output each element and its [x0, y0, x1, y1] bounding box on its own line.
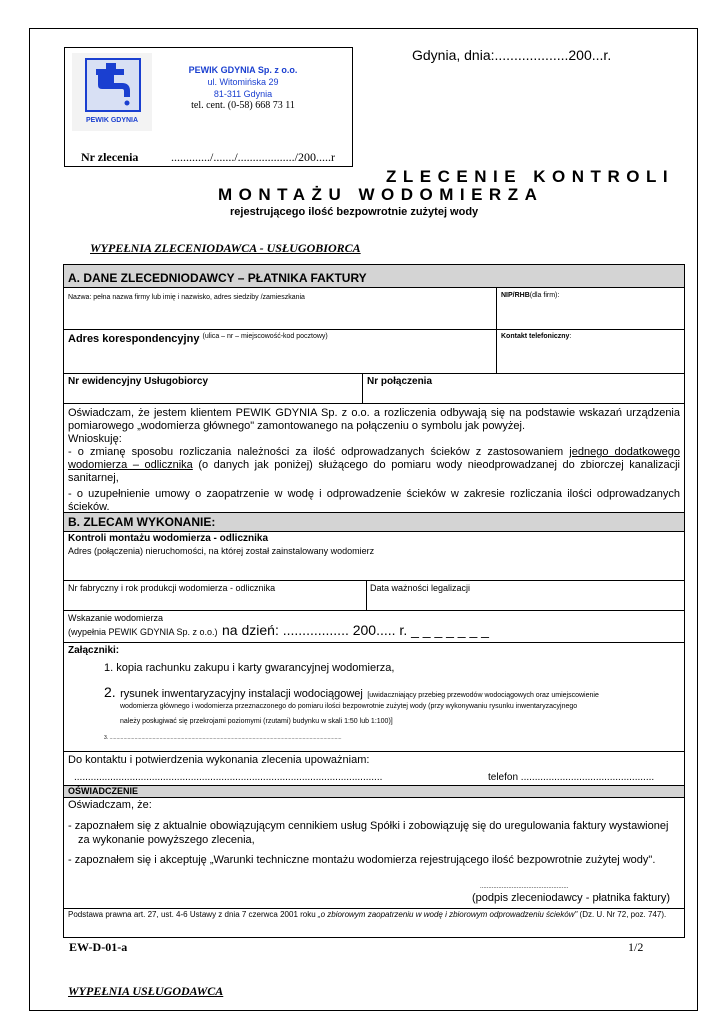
legal-basis-b: (Dz. U. Nr 72, poz. 747).: [577, 910, 667, 919]
address-hint: (ulica – nr – miejscowość-kod pocztowy): [202, 333, 328, 340]
meter-reading-hint: (wypełnia PEWIK GDYNIA Sp. z o.o.): [68, 627, 218, 637]
contact-phone-label: telefon ................................................: [488, 772, 655, 783]
meter-number-label: Nr fabryczny i rok produkcji wodomierza - odlicznika: [68, 583, 276, 593]
title-line2: MONTAŻU WODOMIERZA: [218, 185, 544, 204]
connection-number-label: Nr połączenia: [367, 376, 433, 387]
meter-reading-date: na dzień: ................. 200..... r. _ _ _ _ _ _ _: [222, 622, 489, 638]
declaration-header-bg: [64, 786, 684, 797]
legal-basis-a: Podstawa prawna art. 27, ust. 4-6 Ustawy z dnia 7 czerwca 2001 roku: [68, 910, 318, 919]
property-address-label: Adres (połączenia) nieruchomości, na której został zainstalowany wodomierz: [68, 546, 375, 556]
meter-reading-line: [68, 622, 489, 640]
attachment-2-detail-3: należy posługiwać się przekrojami poziomymi (rzutami) budynku w skali 1:50 lub 1:100)]: [120, 718, 393, 725]
client-number-label: Nr ewidencyjny Usługobiorcy: [68, 376, 209, 387]
statement-2-a: - o zmianę sposobu rozliczania należności za ilość odprowadzanych ścieków z zastosowaniem: [68, 446, 570, 458]
statement-2-underlined: jednego dodatkowego wodomierza – odlicznika: [68, 446, 680, 471]
declaration-1b: za wykonanie powyższego zlecenia,: [78, 834, 255, 846]
signature-label: (podpis zleceniodawcy - płatnika faktury): [472, 892, 671, 904]
declaration-intro: Oświadczam, że:: [68, 799, 152, 811]
company-city: 81-311 Gdynia: [213, 89, 273, 99]
attachment-3: 3. .......................................................................................................................................................................: [104, 735, 342, 741]
statement-2: [68, 446, 680, 485]
company-phone: tel. cent. (0-58) 668 73 11: [191, 100, 295, 111]
contact-label: Do kontaktu i potwierdzenia wykonania zlecenia upoważniam:: [68, 754, 370, 766]
statement-request: Wnioskuję:: [68, 433, 122, 445]
date-line: Gdynia, dnia:...................200...r.: [412, 47, 612, 63]
faucet-logo-icon: [72, 53, 152, 115]
statement-block: [68, 407, 680, 514]
attachment-2-detail-2: wodomierza głównego i wodomierza przeznaczonego do pomiaru ilości bezpowrotnie zużytej wody (przy wykonywaniu rysunku inwentaryzacyjnego: [120, 703, 578, 710]
legalization-date-label: Data ważności legalizacji: [370, 583, 471, 593]
declaration-1a: - zapoznałem się z aktualnie obowiązującym cennikiem usług Spółki i zobowiązuję się do uregulowania faktury wystawionej: [68, 820, 669, 832]
statement-1: Oświadczam, że jestem klientem PEWIK GDYNIA Sp. z o.o. a rozliczenia odbywają się na podstawie wskazań urządzenia pomiarowego „wodomierza głównego" zamontowanego na połączeniu o symbolu jak powyżej.: [68, 407, 680, 432]
company-street: ul. Witomińska 29: [207, 77, 279, 87]
order-number-value: ............./......./.................../200.....r: [171, 150, 335, 164]
address-label: [68, 333, 328, 345]
page-number: 1/2: [628, 940, 644, 954]
section-a-heading: A. DANE ZLECEDNIODAWCY – PŁATNIKA FAKTURY: [68, 271, 367, 285]
nip-label-rest: (dla firm):: [529, 292, 560, 299]
attachment-2-text: rysunek inwentaryzacyjny instalacji wodociągowej: [120, 688, 363, 700]
company-name: PEWIK GDYNIA Sp. z o.o.: [188, 65, 298, 75]
nip-label: [501, 292, 559, 299]
logo-text: PEWIK GDYNIA: [85, 117, 139, 124]
declaration-2: - zapoznałem się i akceptuję „Warunki techniczne montażu wodomierza rejestrującego ilość bezpowrotnie zużytej wody".: [68, 854, 656, 866]
attachment-2-detail-1: [uwidaczniający przebieg przewodów wodociągowych oraz umiejscowienie: [367, 692, 599, 699]
phone-contact-label-text: Kontakt telefoniczny: [501, 333, 570, 340]
phone-contact-colon: :: [569, 333, 572, 340]
company-info: [163, 64, 323, 112]
attachment-2: [104, 684, 599, 702]
attachment-2-num: 2.: [104, 684, 116, 700]
title-subtitle: rejestrującego ilość bezpowrotnie zużytej wody: [230, 206, 479, 218]
title-line1: ZLECENIE KONTROLI: [386, 167, 675, 186]
statement-2-b: (o danych jak poniżej) służącego do pomiaru wody nieodprowadzanej do zbiorczej kanalizacji sanitarnej,: [68, 459, 680, 484]
fill-by-provider: WYPEŁNIA USŁUGODAWCA: [68, 984, 224, 998]
order-number-label: Nr zlecenia: [81, 150, 139, 164]
legal-basis-italic: „o zbiorowym zaopatrzeniu w wodę i zbiorowym odprowadzeniu ścieków": [317, 910, 578, 919]
meter-reading-label: Wskazanie wodomierza: [68, 613, 164, 623]
phone-contact-label: [501, 333, 571, 340]
declarations-heading: OŚWIADCZENIE: [68, 786, 139, 796]
fill-by-client: WYPEŁNIA ZLECENIODAWCA - USŁUGOBIORCA: [90, 241, 361, 255]
address-label-text: Adres korespondencyjny: [68, 333, 200, 345]
signature-dots: .....................................................: [480, 884, 569, 890]
form-table: [63, 264, 685, 938]
section-b-heading: B. ZLECAM WYKONANIE:: [68, 515, 216, 529]
contact-name-dots: ...............................................................................................................: [74, 772, 383, 783]
attachment-1: 1. kopia rachunku zakupu i karty gwarancyjnej wodomierza,: [104, 662, 395, 674]
form-code: EW-D-01-a: [69, 940, 128, 954]
attachments-label: Załączniki:: [68, 645, 120, 656]
legal-basis: [68, 910, 680, 920]
name-label: Nazwa: pełna nazwa firmy lub imię i nazwisko, adres siedziby /zamieszkania: [68, 294, 305, 301]
nip-label-bold: NIP/RHB: [501, 292, 530, 299]
statement-3: - o uzupełnienie umowy o zaopatrzenie w wodę i odprowadzenie ścieków w zakresie rozliczania ilości odprowadzanych ścieków.: [68, 488, 680, 513]
control-title: Kontroli montażu wodomierza - odlicznika: [68, 533, 269, 544]
